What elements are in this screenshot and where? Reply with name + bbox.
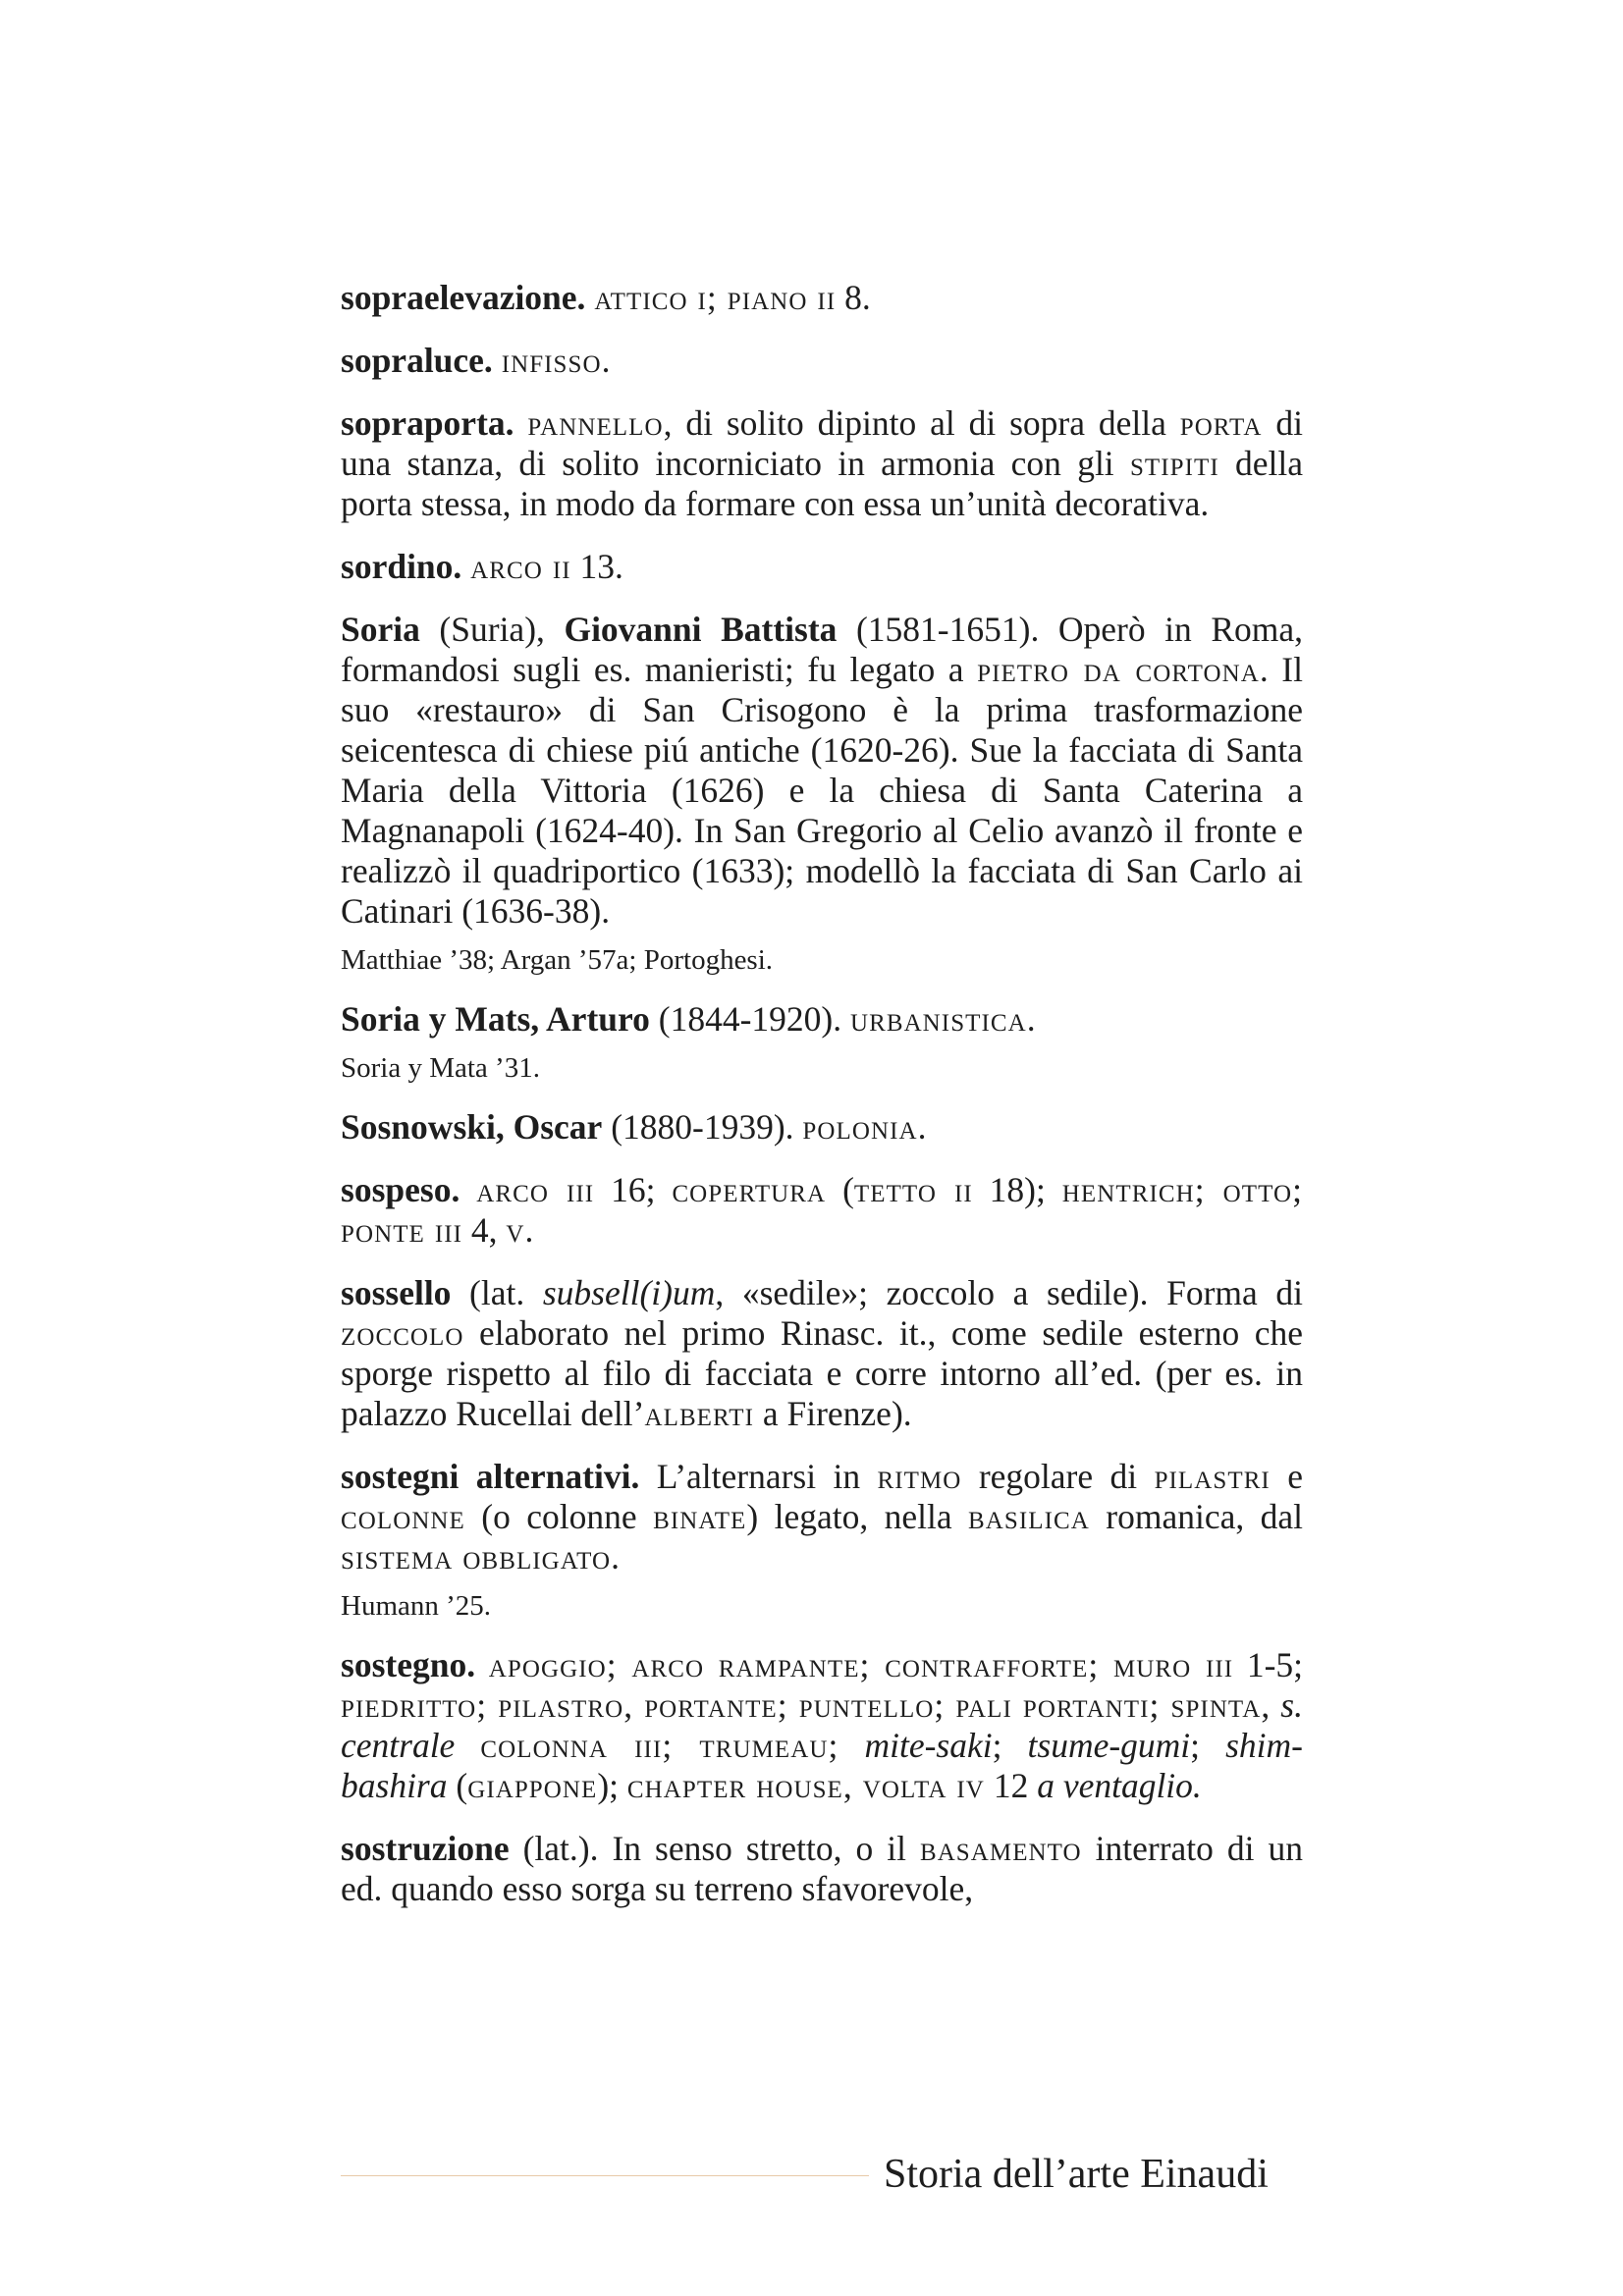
entry-sopraelevazione xyxy=(341,278,1303,318)
entry-text: 8. xyxy=(836,278,871,317)
cross-reference: piedritto; pilastro, portante; puntello; pali portanti; spinta, xyxy=(341,1685,1271,1725)
entry-sospeso xyxy=(341,1170,1303,1251)
bibliography-sostegni: Humann ’25. xyxy=(341,1590,492,1622)
headword: sostruzione xyxy=(341,1829,510,1868)
cross-reference: ritmo xyxy=(877,1457,962,1496)
italic-term: subsell(i)um xyxy=(542,1273,716,1312)
entry-text: (1844-1920). xyxy=(649,999,850,1039)
cross-reference: porta xyxy=(1179,403,1263,443)
entry-text: 16; xyxy=(594,1170,673,1209)
italic-term: s. centrale xyxy=(341,1685,1303,1765)
headword: Sosnowski, Oscar xyxy=(341,1107,603,1147)
entry-sostruzione xyxy=(341,1829,1303,1909)
cross-reference: v. xyxy=(506,1210,535,1250)
cross-reference: alberti xyxy=(644,1394,754,1433)
entry-sopraluce xyxy=(341,341,1303,381)
entry-text: (1581-1651). Operò in Roma, formandosi sugli es. manieristi; fu legato a xyxy=(341,610,1303,689)
entry-text: ) legato, nella xyxy=(746,1497,969,1536)
cross-reference: pilastri xyxy=(1154,1457,1271,1496)
cross-reference: apoggio; arco rampante; contrafforte; muro iii xyxy=(488,1645,1234,1684)
cross-reference: colonna iii; trumeau; xyxy=(480,1726,839,1765)
entry-text: (lat. xyxy=(451,1273,543,1312)
cross-reference: arco iii xyxy=(476,1170,595,1209)
bibliography-soria: Matthiae ’38; Argan ’57a; Portoghesi. xyxy=(341,944,774,976)
headword: sopraelevazione. xyxy=(341,278,586,317)
cross-reference: attico i; piano ii xyxy=(594,278,837,317)
cross-reference: polonia. xyxy=(802,1107,928,1147)
cross-reference: sistema obbligato. xyxy=(341,1537,622,1576)
cross-reference: binate xyxy=(653,1497,747,1536)
italic-term: tsume-gumi xyxy=(1027,1726,1191,1765)
entry-text: regolare di xyxy=(961,1457,1155,1496)
cross-reference: pietro da cortona xyxy=(977,650,1260,689)
entry-text: 13. xyxy=(570,547,623,586)
headword: sopraporta. xyxy=(341,403,514,443)
entry-text: . Il suo «restauro» di San Crisogono è la prima trasformazione seicentesca di chiese piú antiche (1620-26). Sue la facciata di Santa Maria della Vittoria (1626) e la chiesa di Santa Caterina a Magnanapoli (1624-40). In San Gregorio al Celio avanzò il fronte e realizzò il quadriportico (1633); modellò la facciata di San Carlo ai Catinari (1636-38). xyxy=(341,650,1303,931)
entry-sosnowski xyxy=(341,1107,1303,1148)
headword: Soria y Mats, Arturo xyxy=(341,999,650,1039)
cross-reference: basilica xyxy=(968,1497,1090,1536)
cross-reference: arco ii xyxy=(470,547,571,586)
bibliography-soria-y-mats: Soria y Mata ’31. xyxy=(341,1052,540,1084)
headword: sostegno. xyxy=(341,1645,476,1684)
cross-reference: hentrich; otto; ponte iii xyxy=(341,1170,1304,1250)
entry-sossello xyxy=(341,1273,1303,1434)
cross-reference: basamento xyxy=(919,1829,1082,1868)
entry-text: (1880-1939). xyxy=(602,1107,803,1147)
entry-text: ( xyxy=(826,1170,854,1209)
footer-title: Storia dell’arte Einaudi xyxy=(884,2152,1269,2197)
cross-reference: infisso. xyxy=(501,341,612,380)
italic-term: a ventaglio. xyxy=(1037,1766,1202,1805)
headword: sospeso. xyxy=(341,1170,460,1209)
headword: Soria xyxy=(341,610,420,649)
entry-text: elaborato nel primo Rinasc. it., come sedile esterno che sporge rispetto al filo di facciata e corre intorno all’ed. (per es. in palazzo Rucellai dell’ xyxy=(341,1313,1303,1433)
entry-soria xyxy=(341,610,1303,932)
entry-text: 1-5; xyxy=(1233,1645,1304,1684)
dictionary-column xyxy=(341,278,1303,1932)
headword: Giovanni Battista xyxy=(564,610,838,649)
entry-sordino xyxy=(341,547,1303,587)
entry-text: , di solito dipinto al di sopra della xyxy=(663,403,1180,443)
footer-divider xyxy=(341,2175,869,2176)
entry-text: (Suria), xyxy=(419,610,565,649)
cross-reference: zoccolo xyxy=(341,1313,464,1353)
entry-text: interrato di un ed. quando esso sorga su terreno sfavorevole, xyxy=(341,1829,1303,1908)
entry-text: ); xyxy=(597,1766,627,1805)
entry-sostegno xyxy=(341,1645,1303,1806)
entry-text: ; xyxy=(1190,1726,1226,1765)
entry-soria-y-mats xyxy=(341,999,1303,1040)
entry-text: L’alternarsi in xyxy=(639,1457,878,1496)
entry-text: ; xyxy=(992,1726,1028,1765)
entry-text: a Firenze). xyxy=(753,1394,912,1433)
entry-sostegni-alternativi xyxy=(341,1457,1303,1577)
cross-reference: giappone xyxy=(467,1766,598,1805)
headword: sordino. xyxy=(341,547,462,586)
cross-reference: copertura xyxy=(672,1170,827,1209)
cross-reference: colonne xyxy=(341,1497,465,1536)
headword: sossello xyxy=(341,1273,452,1312)
entry-text: (o colonne xyxy=(464,1497,654,1536)
entry-text xyxy=(1271,1685,1280,1725)
entry-text: di una stanza, di solito incorniciato in armonia con gli xyxy=(341,403,1303,483)
cross-reference: tetto ii xyxy=(853,1170,973,1209)
cross-reference: chapter house, volta iv xyxy=(626,1766,985,1805)
entry-text: della porta stessa, in modo da formare con essa un’unità decorativa. xyxy=(341,444,1303,523)
italic-term: mite-saki xyxy=(864,1726,993,1765)
cross-reference: urbanistica. xyxy=(849,999,1037,1039)
italic-term: shim-bashira xyxy=(341,1726,1303,1805)
entry-text: (lat.). In senso stretto, o il xyxy=(509,1829,920,1868)
entry-text: 12 xyxy=(984,1766,1038,1805)
entry-text: ( xyxy=(447,1766,468,1805)
cross-reference: pannello xyxy=(527,403,664,443)
entry-text: 18); xyxy=(972,1170,1062,1209)
entry-sopraporta xyxy=(341,403,1303,524)
headword: sostegni alternativi. xyxy=(341,1457,640,1496)
cross-reference: stipiti xyxy=(1129,444,1219,483)
entry-text: 4, xyxy=(462,1210,507,1250)
entry-text: , «sedile»; zoccolo a sedile). Forma di xyxy=(715,1273,1303,1312)
entry-text: romanica, dal xyxy=(1089,1497,1303,1536)
entry-text xyxy=(455,1726,480,1765)
headword: sopraluce. xyxy=(341,341,493,380)
entry-text xyxy=(839,1726,864,1765)
entry-text: e xyxy=(1270,1457,1304,1496)
